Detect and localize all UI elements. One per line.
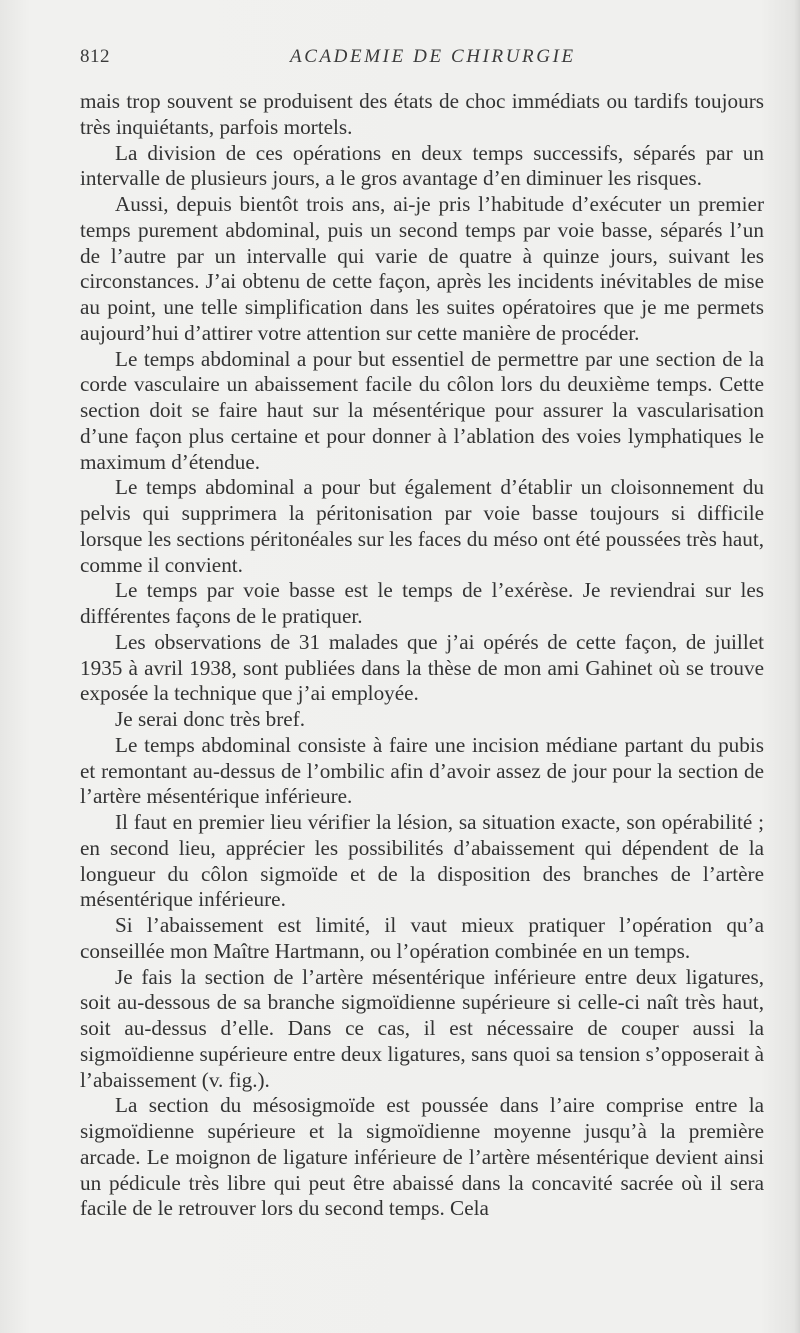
paragraph: Le temps abdominal a pour but essentiel de permettre par une section de la corde vasculaire un abaissement facile du côlon lors du deuxième temps. Cette section doit se faire haut sur la mésentérique pour assurer la vascularisation d’une façon plus certaine et pour donner à l’ablation des voies lymphatiques le maximum d’étendue. <box>80 346 764 474</box>
paragraph: Aussi, depuis bientôt trois ans, ai-je pris l’habitude d’exécuter un premier temps purement abdominal, puis un second temps par voie basse, séparés l’un de l’autre par un intervalle qui varie de quatre à quinze jours, suivant les circonstances. J’ai obtenu de cette façon, après les incidents inévitables de mise au point, une telle simplification dans les suites opératoires que je me permets aujourd’hui d’attirer votre attention sur cette manière de procéder. <box>80 192 764 345</box>
paragraph: Si l’abaissement est limité, il vaut mieux pratiquer l’opération qu’a conseillée mon Maître Hartmann, ou l’opération combinée en un temps. <box>80 913 764 963</box>
paragraph: Le temps abdominal consiste à faire une incision médiane partant du pubis et remontant au-dessus de l’ombilic afin d’avoir assez de jour pour la section de l’artère mésentérique inférieure. <box>80 732 764 809</box>
running-title: ACADEMIE DE CHIRURGIE <box>290 46 576 67</box>
paragraph: Je serai donc très bref. <box>115 707 306 731</box>
paragraph: Les observations de 31 malades que j’ai opérés de cette façon, de juillet 1935 à avril 1938, sont publiées dans la thèse de mon ami Gahinet où se trouve exposée la technique que j’ai employée. <box>80 629 764 706</box>
page-edge-shadow <box>794 0 800 1333</box>
paragraph: mais trop souvent se produisent des états de choc immédiats ou tardifs toujours très inquiétants, parfois mortels. <box>80 89 764 139</box>
body-text <box>80 89 764 1222</box>
paragraph: La section du mésosigmoïde est poussée dans l’aire comprise entre la sigmoïdienne supérieure et la sigmoïdienne moyenne jusqu’à la première arcade. Le moignon de ligature inférieure de l’artère mésentérique devient ainsi un pédicule très libre qui peut être abaissé dans la concavité sacrée où il sera facile de le retrouver lors du second temps. Cela <box>80 1093 764 1221</box>
paragraph: Je fais la section de l’artère mésentérique inférieure entre deux ligatures, soit au-dessous de sa branche sigmoïdienne supérieure si celle-ci naît très haut, soit au-dessus d’elle. Dans ce cas, il est nécessaire de couper aussi la sigmoïdienne supérieure entre deux ligatures, sans quoi sa tension s’opposerait à l’abaissement (v. fig.). <box>80 964 764 1092</box>
paragraph: Le temps abdominal a pour but également d’établir un cloisonnement du pelvis qui supprimera la péritonisation par voie basse toujours si difficile lorsque les sections péritonéales sur les faces du méso ont été poussées très haut, comme il convient. <box>80 475 764 577</box>
page-header <box>80 46 760 76</box>
paragraph: La division de ces opérations en deux temps successifs, séparés par un intervalle de plusieurs jours, a le gros avantage d’en diminuer les risques. <box>80 140 764 191</box>
page-number: 812 <box>80 46 110 67</box>
paragraph: Le temps par voie basse est le temps de l’exérèse. Je reviendrai sur les différentes façons de le pratiquer. <box>80 578 764 628</box>
paragraph: Il faut en premier lieu vérifier la lésion, sa situation exacte, son opérabilité ; en second lieu, apprécier les possibilités d’abaissement qui dépendent de la longueur du côlon sigmoïde et de la disposition des branches de l’artère mésentérique inférieure. <box>80 810 764 912</box>
